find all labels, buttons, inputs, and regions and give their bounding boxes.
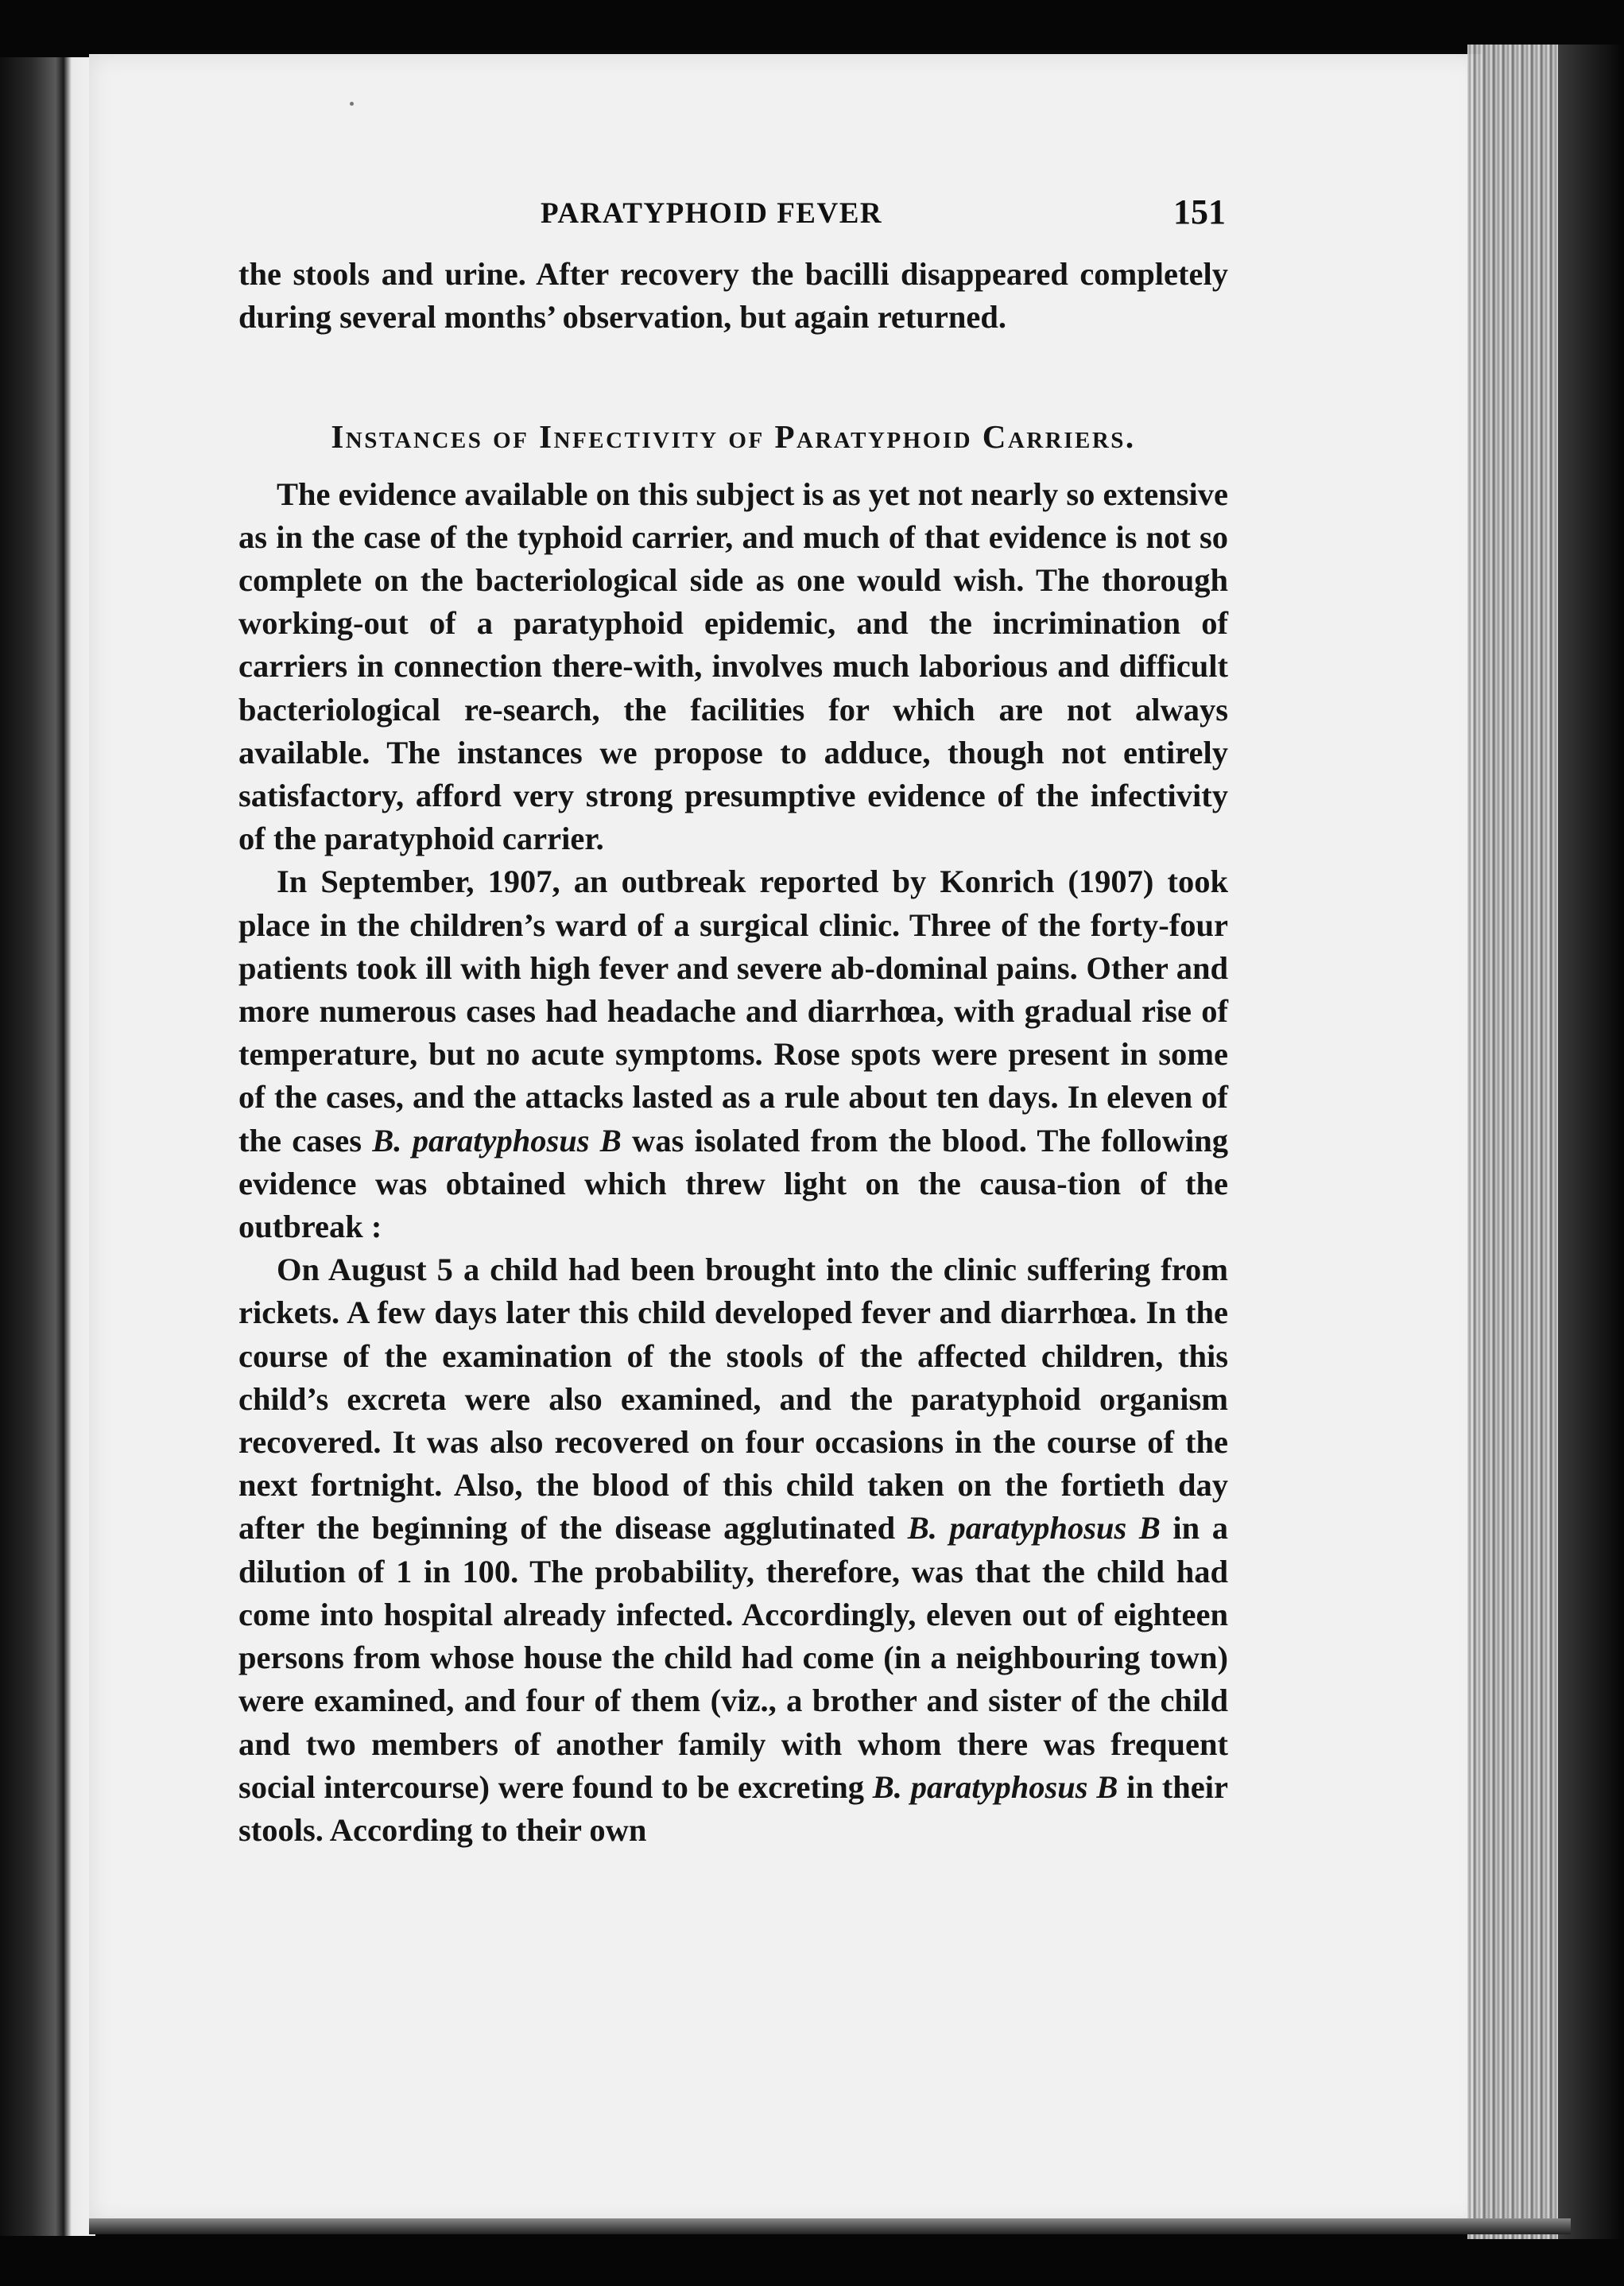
page-number: 151 (1173, 192, 1226, 231)
text-run: On August 5 a child had been brought into the clinic suffering from rickets. A few days later this child developed fever and diarrhœa. In the course of the examination of the stools of the affected children, this child’s excreta were also examined, and the paratyphoid organism recovered. It was also recovered on four occasions in the course of the next fortnight. Also, the blood of this child taken on the fortieth day after the beginning of the disease agglutinated (238, 1252, 1228, 1547)
text-run: In September, 1907, an outbreak reported by Konrich (1907) took place in the children’s ward of a surgical clinic. Three of the forty-four patients took ill with high fever and severe ab-dominal pains. Other and more numerous cases had headache and diarrhœa, with gradual rise of temperature, but no acute symptoms. Rose spots were present in some of the cases, and the attacks lasted as a rule about ten days. In eleven of the cases (238, 864, 1228, 1159)
paragraph-evidence: The evidence available on this subject is as yet not nearly so extensive as in the case of the typhoid carrier, and much of that evidence is not so complete on the bacteriological side as one would wish. The thorough working-out of a paratyphoid epidemic, and the incrimination of carriers in connection there-with, involves much laborious and difficult bacteriological re-search, the facilities for which are not always available. The instances we propose to adduce, though not entirely satisfactory, afford very strong presumptive evidence of the infectivity of the paratyphoid carrier. (238, 475, 1228, 857)
page-bottom-edge (89, 2218, 1571, 2234)
organism-name-italic: B. paratyphosus B (907, 1510, 1161, 1547)
paragraph-continuation: the stools and urine. After recovery the bacilli disappeared completely during several months’ observation, but again returned. (238, 256, 1228, 336)
left-page-edge (0, 57, 95, 2236)
body-text (238, 253, 1228, 1852)
fore-edge-shadow (1558, 45, 1624, 2239)
page-fore-edge (1467, 45, 1571, 2239)
paragraph-august-case (238, 1248, 1228, 1852)
text-run: was isolated from the blood. The following evidence was obtained which threw light on the causa-tion of the outbreak : (238, 1122, 1228, 1245)
organism-name-italic: B. paratyphosus B (372, 1122, 622, 1159)
text-run: in a dilution of 1 in 100. The probability, therefore, was that the child had come into hospital already infected. Accordingly, eleven out of eighteen persons from whose house the child had come (in a neighbouring town) were examined, and four of them (viz., a brother and sister of the child and two members of another family with whom there was frequent social intercourse) were found to be excreting (238, 1510, 1229, 1805)
paper-speck (350, 102, 354, 106)
text-run: in their stools. According to their own (238, 1768, 1228, 1848)
running-title: PARATYPHOID FEVER (541, 197, 883, 230)
running-head (238, 192, 1226, 236)
organism-name-italic: B. paratyphosus B (872, 1768, 1118, 1805)
section-heading: Instances of Infectivity of Paratyphoid Carriers. (331, 418, 1136, 456)
paragraph-konrich-outbreak (238, 860, 1228, 1248)
